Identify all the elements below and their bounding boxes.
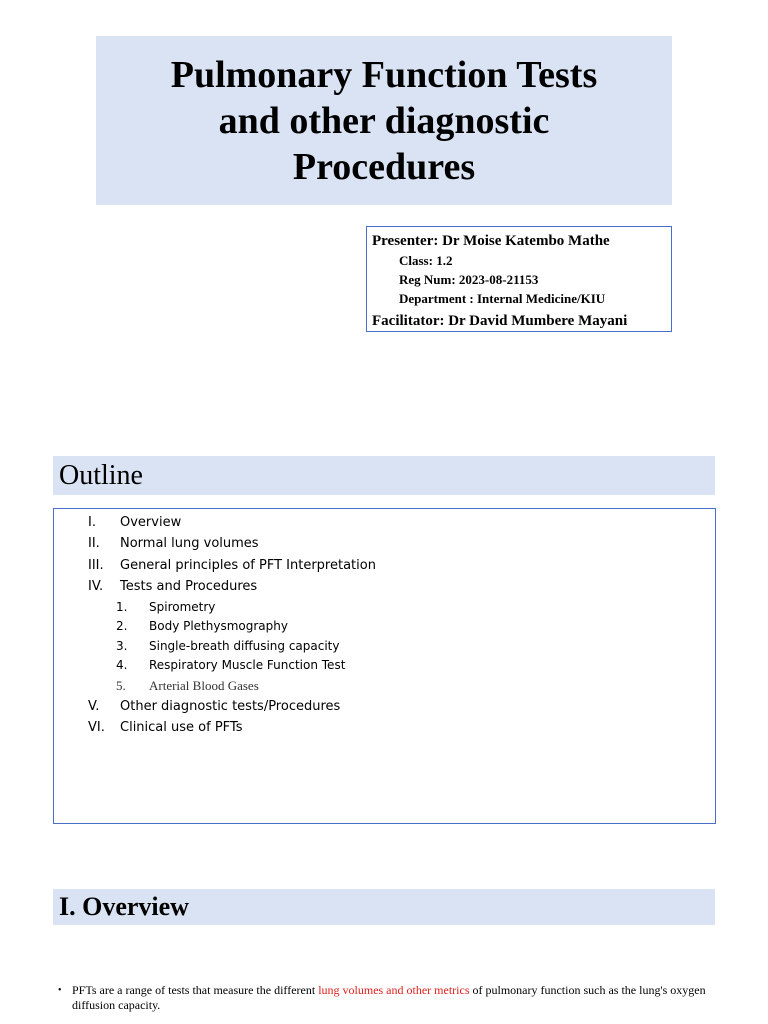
- presenter-info-box: [366, 226, 672, 332]
- title-banner: [96, 36, 672, 205]
- facilitator-name: Facilitator: Dr David Mumbere Mayani: [372, 313, 628, 329]
- presenter-department: Department : Internal Medicine/KIU: [399, 291, 606, 306]
- outline-item-number: III.: [88, 557, 104, 573]
- outline-sub-item: [88, 598, 376, 618]
- outline-item: [88, 555, 376, 576]
- outline-item-number: II.: [88, 536, 100, 552]
- outline-sub-label: Single-breath diffusing capacity: [149, 638, 340, 653]
- outline-item-label: Other diagnostic tests/Procedures: [120, 698, 341, 714]
- outline-box: [53, 508, 716, 824]
- presenter-name: Presenter: Dr Moise Katembo Mathe: [372, 233, 610, 249]
- outline-item: [88, 512, 376, 533]
- outline-heading-text: Outline: [59, 459, 143, 491]
- outline-item-label: Tests and Procedures: [120, 579, 258, 595]
- outline-sub-label: Respiratory Muscle Function Test: [149, 658, 346, 673]
- outline-item-label: Normal lung volumes: [120, 536, 259, 552]
- outline-sub-label: Spirometry: [149, 599, 216, 614]
- outline-sub-number: 1.: [116, 599, 128, 614]
- outline-sub-item: [88, 637, 376, 657]
- outline-item: [88, 717, 376, 738]
- outline-heading: [53, 456, 715, 495]
- overview-bullet-text: [72, 983, 718, 1013]
- outline-item-number: V.: [88, 698, 100, 714]
- outline-sub-number: 2.: [116, 619, 128, 634]
- outline-item-number: VI.: [88, 720, 105, 735]
- outline-item: [88, 696, 376, 717]
- outline-list: [88, 512, 376, 738]
- bullet-text-highlight: lung volumes and other metrics: [318, 983, 470, 997]
- outline-sub-item: [88, 676, 376, 696]
- document-title: Pulmonary Function Tests and other diagnostic Procedures: [170, 53, 598, 188]
- outline-item-number: IV.: [88, 579, 104, 595]
- bullet-text-after: of pulmonary function such as the lung's oxygen diffusion capacity.: [72, 983, 706, 1012]
- overview-heading: [53, 889, 715, 925]
- outline-sub-number: 5.: [116, 678, 126, 693]
- bullet-text-before: PFTs are a range of tests that measure the different: [72, 983, 319, 997]
- outline-sub-number: 3.: [116, 638, 128, 653]
- overview-heading-text: I. Overview: [59, 892, 189, 921]
- outline-item: [88, 576, 376, 597]
- outline-item-label: General principles of PFT Interpretation: [120, 557, 376, 573]
- bullet-icon: •: [58, 985, 62, 996]
- presenter-reg-num: Reg Num: 2023-08-21153: [399, 272, 539, 287]
- outline-item-label: Clinical use of PFTs: [120, 720, 243, 735]
- outline-item-number: I.: [88, 515, 96, 530]
- outline-item-label: Overview: [120, 515, 182, 530]
- overview-bullet: [58, 983, 718, 1013]
- presenter-class: Class: 1.2: [399, 253, 453, 268]
- outline-sub-number: 4.: [116, 658, 128, 673]
- outline-sub-item: [88, 656, 376, 676]
- outline-sub-label: Body Plethysmography: [149, 619, 288, 634]
- outline-sub-label: Arterial Blood Gases: [149, 678, 259, 693]
- outline-item: [88, 533, 376, 554]
- outline-sub-item: [88, 617, 376, 637]
